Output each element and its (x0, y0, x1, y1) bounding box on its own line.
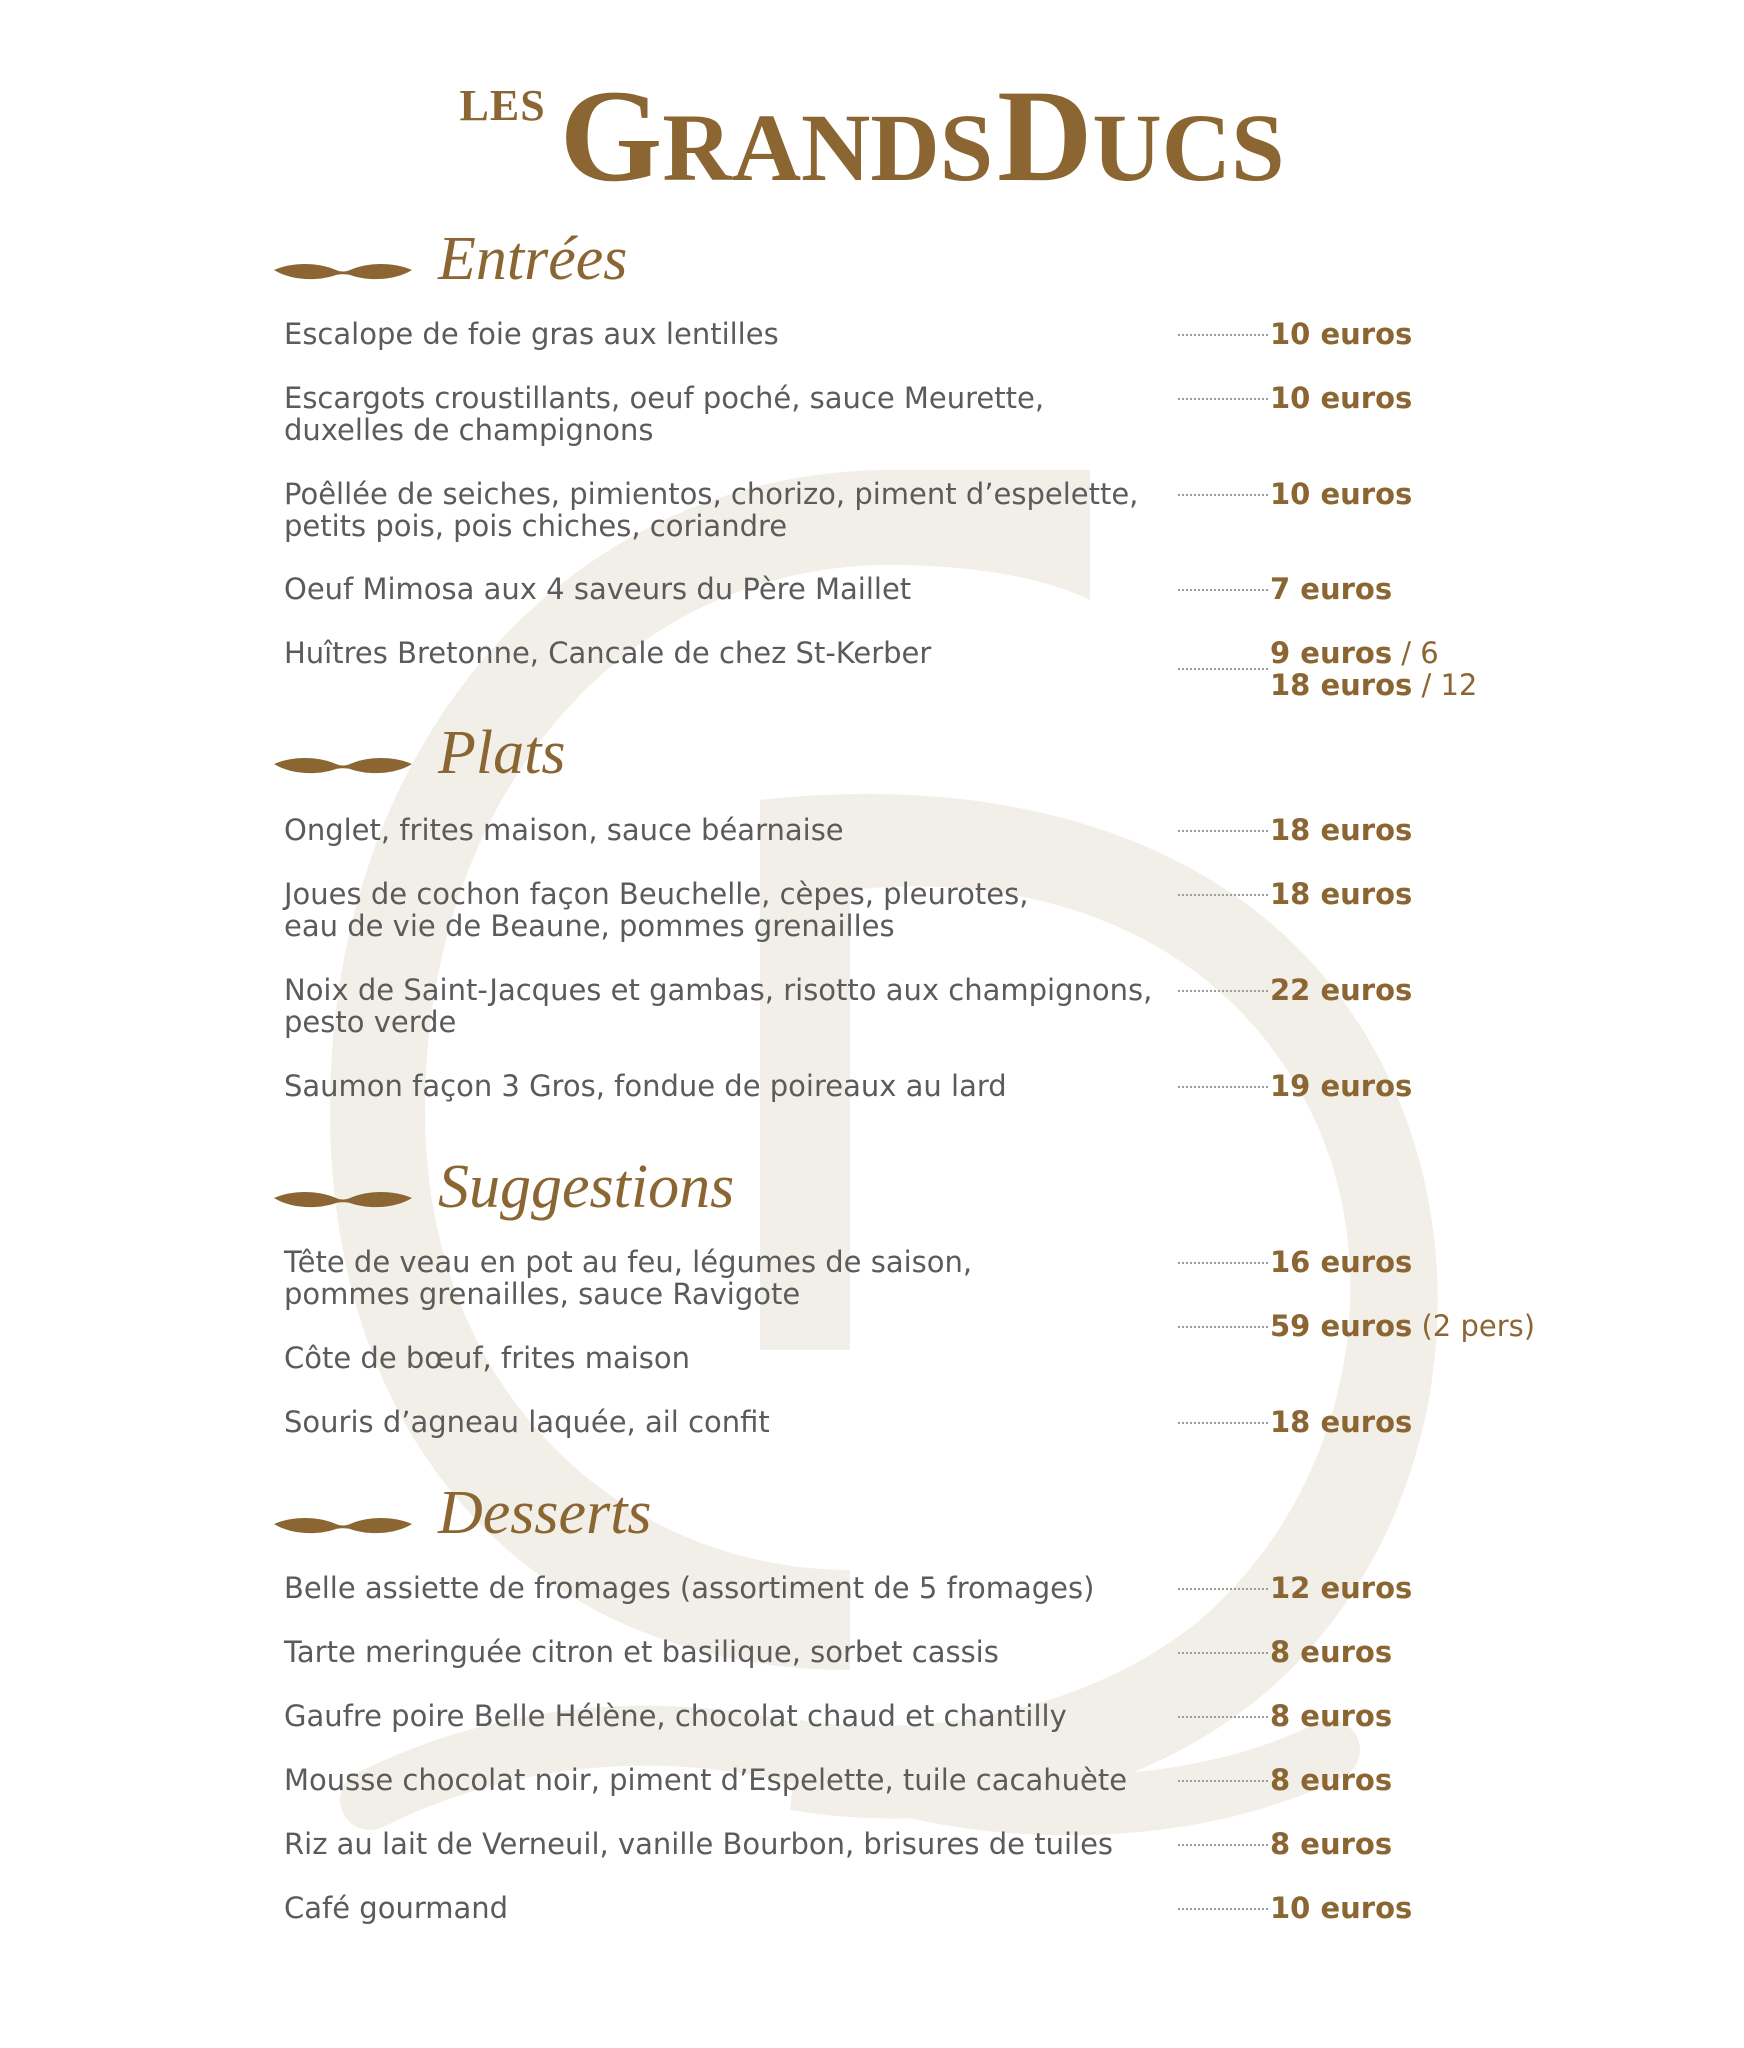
menu-item-name: Huîtres Bretonne, Cancale de chez St-Kerber (284, 636, 932, 670)
menu-item-price (1270, 974, 1412, 1006)
menu-item-name: Joues de cochon façon Beuchelle, cèpes, pleurotes, eau de vie de Beaune, pommes grenailles (284, 877, 1029, 943)
menu-item-price (1270, 478, 1412, 510)
dot-leader (1178, 1326, 1268, 1328)
menu-item-name: Escalope de foie gras aux lentilles (284, 317, 779, 351)
menu-item-price-secondary (1270, 669, 1477, 701)
dot-leader (1178, 1908, 1268, 1910)
mustache-swash-icon (272, 258, 414, 284)
dot-leader (1178, 1652, 1268, 1654)
price-note: / 6 (1392, 636, 1439, 670)
dot-leader (1178, 1086, 1268, 1088)
title-grands-initial: G (559, 62, 663, 209)
menu-item-price (1270, 637, 1439, 669)
price-value: 10 euros (1270, 477, 1413, 511)
menu-item-price (1270, 1636, 1392, 1668)
menu-item-price (1270, 1246, 1412, 1278)
menu-item-name: Oeuf Mimosa aux 4 saveurs du Père Maillet (284, 572, 912, 606)
dot-leader (1178, 830, 1268, 832)
dot-leader (1178, 1588, 1268, 1590)
title-les: LES (459, 81, 546, 130)
menu-item-name: Souris d’agneau laquée, ail confit (284, 1405, 770, 1439)
price-value: 18 euros (1270, 813, 1413, 847)
mustache-swash-icon (272, 752, 414, 778)
menu-item-price (1270, 573, 1392, 605)
price-value: 59 euros (1270, 1309, 1413, 1343)
dot-leader (1178, 894, 1268, 896)
price-value: 12 euros (1270, 1571, 1413, 1605)
section-title: Entrées (438, 225, 628, 293)
menu-item-name: Noix de Saint-Jacques et gambas, risotto aux champignons, pesto verde (284, 973, 1153, 1039)
menu-item-price (1270, 1700, 1392, 1732)
price-value: 18 euros (1270, 877, 1413, 911)
menu-item-name: Escargots croustillants, oeuf poché, sauce Meurette, duxelles de champignons (284, 381, 1045, 447)
price-value: 19 euros (1270, 1069, 1413, 1103)
price-value: 10 euros (1270, 317, 1413, 351)
dot-leader (1178, 1422, 1268, 1424)
title-ducs-initial: D (997, 62, 1093, 209)
menu-item-name: Café gourmand (284, 1891, 509, 1925)
menu-item-name: Belle assiette de fromages (assortiment de 5 fromages) (284, 1571, 1095, 1605)
menu-item-name: Mousse chocolat noir, piment d’Espelette, tuile cacahuète (284, 1763, 1128, 1797)
price-note: (2 pers) (1412, 1309, 1536, 1343)
dot-leader (1178, 990, 1268, 992)
dot-leader (1178, 398, 1268, 400)
menu-item-price (1270, 1828, 1392, 1860)
section-title: Plats (438, 719, 566, 787)
menu-item-price (1270, 1310, 1535, 1342)
dot-leader (1178, 1844, 1268, 1846)
price-value: 8 euros (1270, 1635, 1393, 1669)
menu-item-price (1270, 1892, 1412, 1924)
menu-item-price (1270, 1764, 1392, 1796)
menu-item-price (1270, 1070, 1412, 1102)
dot-leader (1178, 494, 1268, 496)
price-value: 9 euros (1270, 636, 1393, 670)
section-title: Desserts (438, 1479, 652, 1547)
menu-item-price (1270, 1406, 1412, 1438)
price-value: 8 euros (1270, 1827, 1393, 1861)
price-value: 8 euros (1270, 1763, 1393, 1797)
menu-item-name: Gaufre poire Belle Hélène, chocolat chaud et chantilly (284, 1699, 1067, 1733)
price-value: 22 euros (1270, 973, 1413, 1007)
menu-item-price (1270, 814, 1412, 846)
title-grands-rest: RANDS (662, 94, 994, 201)
dot-leader (1178, 1262, 1268, 1264)
mustache-swash-icon (272, 1512, 414, 1538)
price-value: 18 euros (1270, 668, 1413, 702)
price-value: 16 euros (1270, 1245, 1413, 1279)
dot-leader (1178, 1780, 1268, 1782)
price-value: 18 euros (1270, 1405, 1413, 1439)
menu-item-name: Côte de bœuf, frites maison (284, 1341, 691, 1375)
price-value: 7 euros (1270, 572, 1393, 606)
menu-item-name: Riz au lait de Verneuil, vanille Bourbon, brisures de tuiles (284, 1827, 1114, 1861)
price-value: 8 euros (1270, 1699, 1393, 1733)
title-ducs-rest: UCS (1092, 94, 1285, 201)
dot-leader (1178, 1716, 1268, 1718)
menu-item-name: Onglet, frites maison, sauce béarnaise (284, 813, 844, 847)
price-value: 10 euros (1270, 1891, 1413, 1925)
restaurant-title (0, 62, 1744, 209)
menu-item-name: Tarte meringuée citron et basilique, sorbet cassis (284, 1635, 999, 1669)
menu-item-name: Poêllée de seiches, pimientos, chorizo, piment d’espelette, petits pois, pois chiches, coriandre (284, 477, 1139, 543)
menu-item-price (1270, 1572, 1412, 1604)
section-title: Suggestions (438, 1153, 735, 1221)
menu-item-price (1270, 878, 1412, 910)
dot-leader (1178, 334, 1268, 336)
menu-item-price (1270, 318, 1412, 350)
price-note: / 12 (1412, 668, 1478, 702)
menu-item-name: Tête de veau en pot au feu, légumes de saison, pommes grenailles, sauce Ravigote (284, 1245, 973, 1311)
price-value: 10 euros (1270, 381, 1413, 415)
menu-item-price (1270, 382, 1412, 414)
dot-leader (1178, 589, 1268, 591)
dot-leader (1178, 668, 1268, 670)
mustache-swash-icon (272, 1186, 414, 1212)
menu-item-name: Saumon façon 3 Gros, fondue de poireaux au lard (284, 1069, 1007, 1103)
